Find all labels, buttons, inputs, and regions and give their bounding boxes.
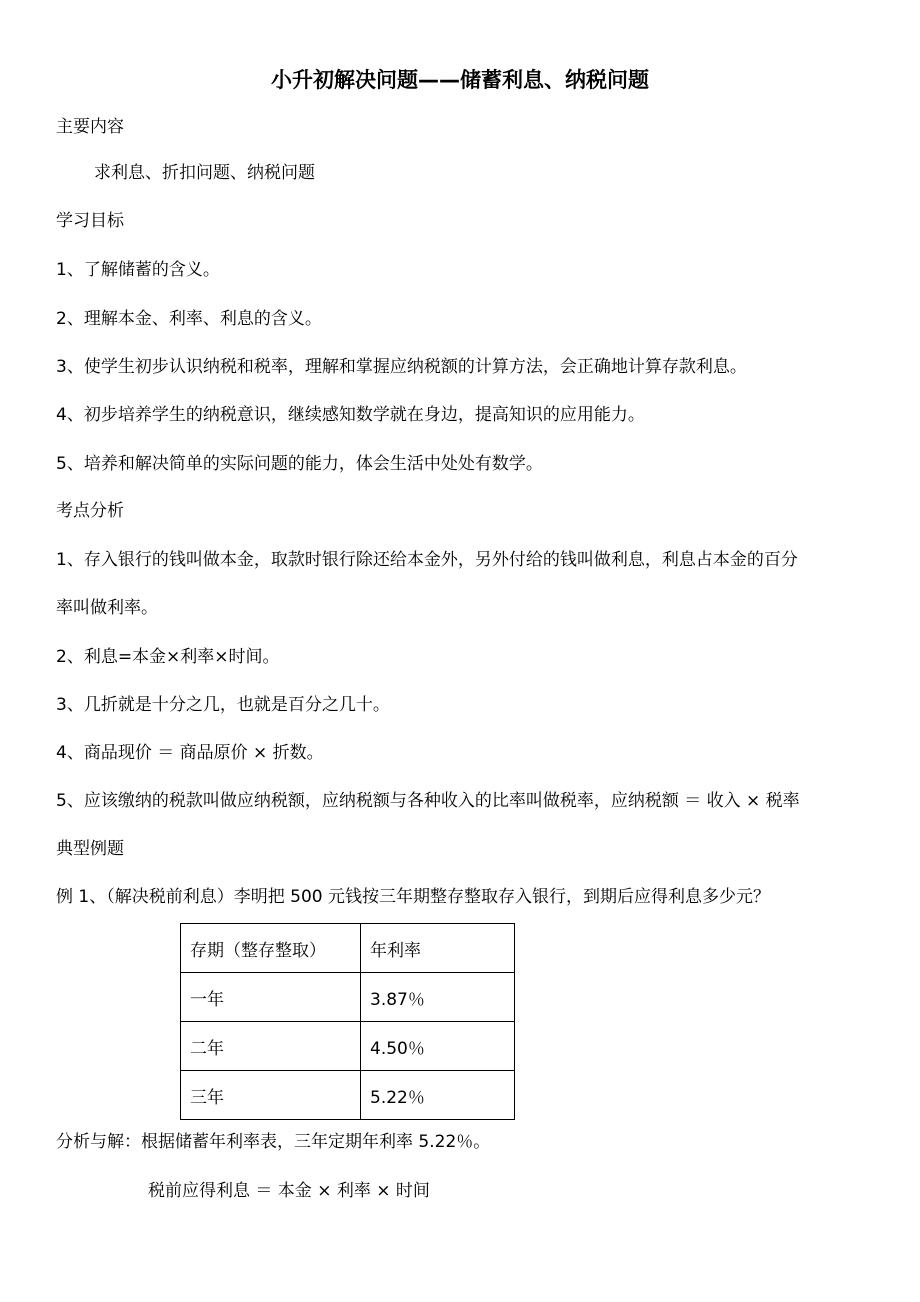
main-content-text: 求利息、折扣问题、纳税问题: [94, 163, 315, 183]
table-cell-term: 三年: [181, 1071, 361, 1120]
table-header-row: [181, 924, 515, 973]
example-1-formula: 税前应得利息 ＝ 本金 × 利率 × 时间: [148, 1181, 430, 1201]
table-cell-term: 一年: [181, 973, 361, 1022]
analysis-item-2: 2、利息=本金×利率×时间。: [56, 647, 280, 667]
table-header-rate: 年利率: [361, 924, 515, 973]
table-header-term: 存期（整存整取）: [181, 924, 361, 973]
table-cell-rate: 3.87％: [361, 973, 515, 1022]
objective-item-4: 4、初步培养学生的纳税意识，继续感知数学就在身边，提高知识的应用能力。: [56, 405, 645, 425]
table-row: [181, 973, 515, 1022]
objective-item-5: 5、培养和解决简单的实际问题的能力，体会生活中处处有数学。: [56, 454, 543, 474]
section-heading-examples: 典型例题: [56, 839, 124, 859]
objective-item-1: 1、了解储蓄的含义。: [56, 260, 220, 280]
section-heading-analysis: 考点分析: [56, 501, 124, 521]
table-row: [181, 1022, 515, 1071]
table-cell-term: 二年: [181, 1022, 361, 1071]
section-heading-objectives: 学习目标: [56, 211, 124, 231]
example-1-question: 例 1、（解决税前利息）李明把 500 元钱按三年期整存整取存入银行，到期后应得利息多少元？: [56, 887, 770, 907]
document-title: 小升初解决问题——储蓄利息、纳税问题: [271, 68, 649, 92]
section-heading-main-content: 主要内容: [56, 117, 124, 137]
objective-item-2: 2、理解本金、利率、利息的含义。: [56, 309, 322, 329]
analysis-item-3: 3、几折就是十分之几，也就是百分之几十。: [56, 695, 390, 715]
table-row: [181, 1071, 515, 1120]
table-cell-rate: 4.50％: [361, 1022, 515, 1071]
objective-item-3: 3、使学生初步认识纳税和税率，理解和掌握应纳税额的计算方法，会正确地计算存款利息。: [56, 357, 747, 377]
analysis-item-1-cont: 率叫做利率。: [56, 598, 158, 618]
analysis-item-1: 1、存入银行的钱叫做本金，取款时银行除还给本金外，另外付给的钱叫做利息，利息占本金的百分: [56, 550, 798, 570]
example-1-solution: 分析与解：根据储蓄年利率表，三年定期年利率 5.22％。: [56, 1132, 491, 1152]
table-cell-rate: 5.22％: [361, 1071, 515, 1120]
analysis-item-5: 5、应该缴纳的税款叫做应纳税额，应纳税额与各种收入的比率叫做税率，应纳税额 ＝ 收入 × 税率: [56, 791, 800, 811]
interest-rate-table: [180, 923, 515, 1120]
analysis-item-4: 4、商品现价 ＝ 商品原价 × 折数。: [56, 743, 324, 763]
